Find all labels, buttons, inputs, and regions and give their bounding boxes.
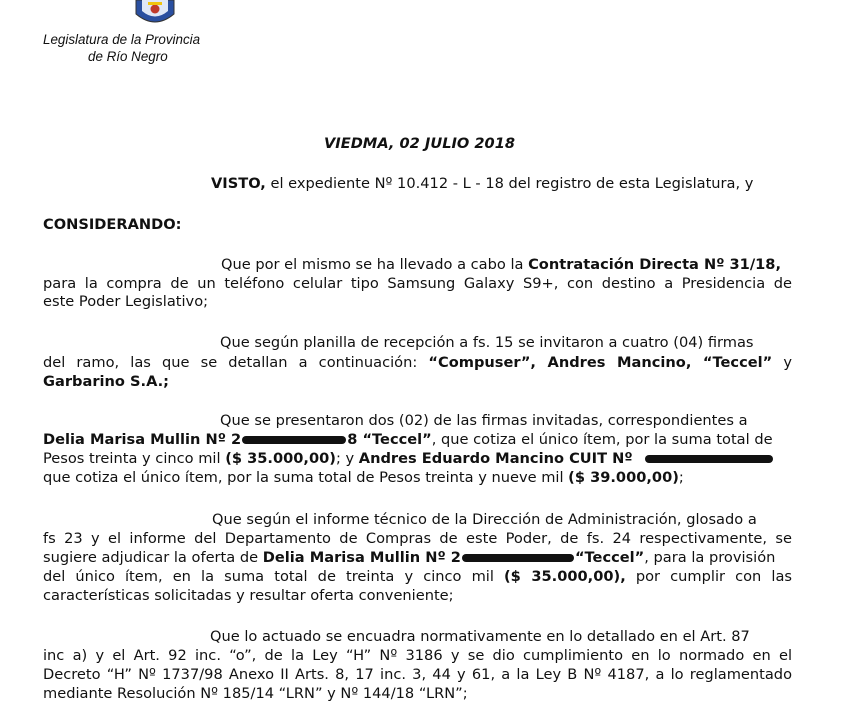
p4-line5: características solicitadas y resultar oferta conveniente; [43,587,454,604]
document-date: VIEDMA, 02 JULIO 2018 [324,135,516,152]
institution-name-line2: de Río Negro [88,49,168,64]
p4-line4: del único ítem, en la suma total de treinta y cinco mil ($ 35.000,00), por cumplir con las [43,568,792,585]
p5-line1: Que lo actuado se encuadra normativamente en lo detallado en el Art. 87 [210,628,750,645]
redacted-id-2 [462,554,574,562]
p3-line2: Delia Marisa Mullin Nº 2 8 “Teccel”, que cotiza el único ítem, por la suma total de [43,431,773,448]
p5-line4: mediante Resolución Nº 185/14 “LRN” y Nº 144/18 “LRN”; [43,685,468,702]
considerando-heading: CONSIDERANDO: [43,216,182,233]
p4-line3: sugiere adjudicar la oferta de Delia Marisa Mullin Nº 2 “Teccel”, para la provisión [43,549,776,566]
redacted-id [242,436,346,444]
institution-name-line1: Legislatura de la Provincia [43,32,201,47]
visto-label: VISTO, [211,175,266,192]
p1-line2: para la compra de un teléfono celular tipo Samsung Galaxy S9+, con destino a Presidencia de [43,275,792,292]
coat-of-arms-icon [134,0,176,24]
p2-line1: Que según planilla de recepción a fs. 15 se invitaron a cuatro (04) firmas [220,334,754,351]
p2-line3: Garbarino S.A.; [43,373,170,390]
contract-number: Contratación Directa Nº 31/18, [528,256,781,273]
p3-line4: que cotiza el único ítem, por la suma total de Pesos treinta y nueve mil ($ 39.000,00); [43,469,684,486]
p5-line3: Decreto “H” Nº 1737/98 Anexo II Arts. 8, 17 inc. 3, 44 y 61, a la Ley B Nº 4187, a lo reglamentado [43,666,792,683]
p3-line1: Que se presentaron dos (02) de las firmas invitadas, correspondientes a [220,412,748,429]
p4-line2: fs 23 y el informe del Departamento de Compras de este Poder, de fs. 24 respectivamente, se [43,530,792,547]
p4-line1: Que según el informe técnico de la Dirección de Administración, glosado a [212,511,757,528]
redacted-cuit [645,455,773,463]
p1-line1: Que por el mismo se ha llevado a cabo la Contratación Directa Nº 31/18, [221,256,781,273]
visto-text: el expediente Nº 10.412 - L - 18 del registro de esta Legislatura, y [265,175,754,192]
visto-paragraph [211,175,753,193]
p5-line2: inc a) y el Art. 92 inc. “o”, de la Ley “H” Nº 3186 y se dio cumplimiento en lo normado en el [43,647,792,664]
p3-line3: Pesos treinta y cinco mil ($ 35.000,00); y Andres Eduardo Mancino CUIT Nº [43,450,774,468]
invited-firms: “Compuser”, Andres Mancino, “Teccel” [428,354,773,371]
p1-line3: este Poder Legislativo; [43,293,209,310]
p2-line2: del ramo, las que se detallan a continuación: “Compuser”, Andres Mancino, “Teccel” y [43,354,792,371]
